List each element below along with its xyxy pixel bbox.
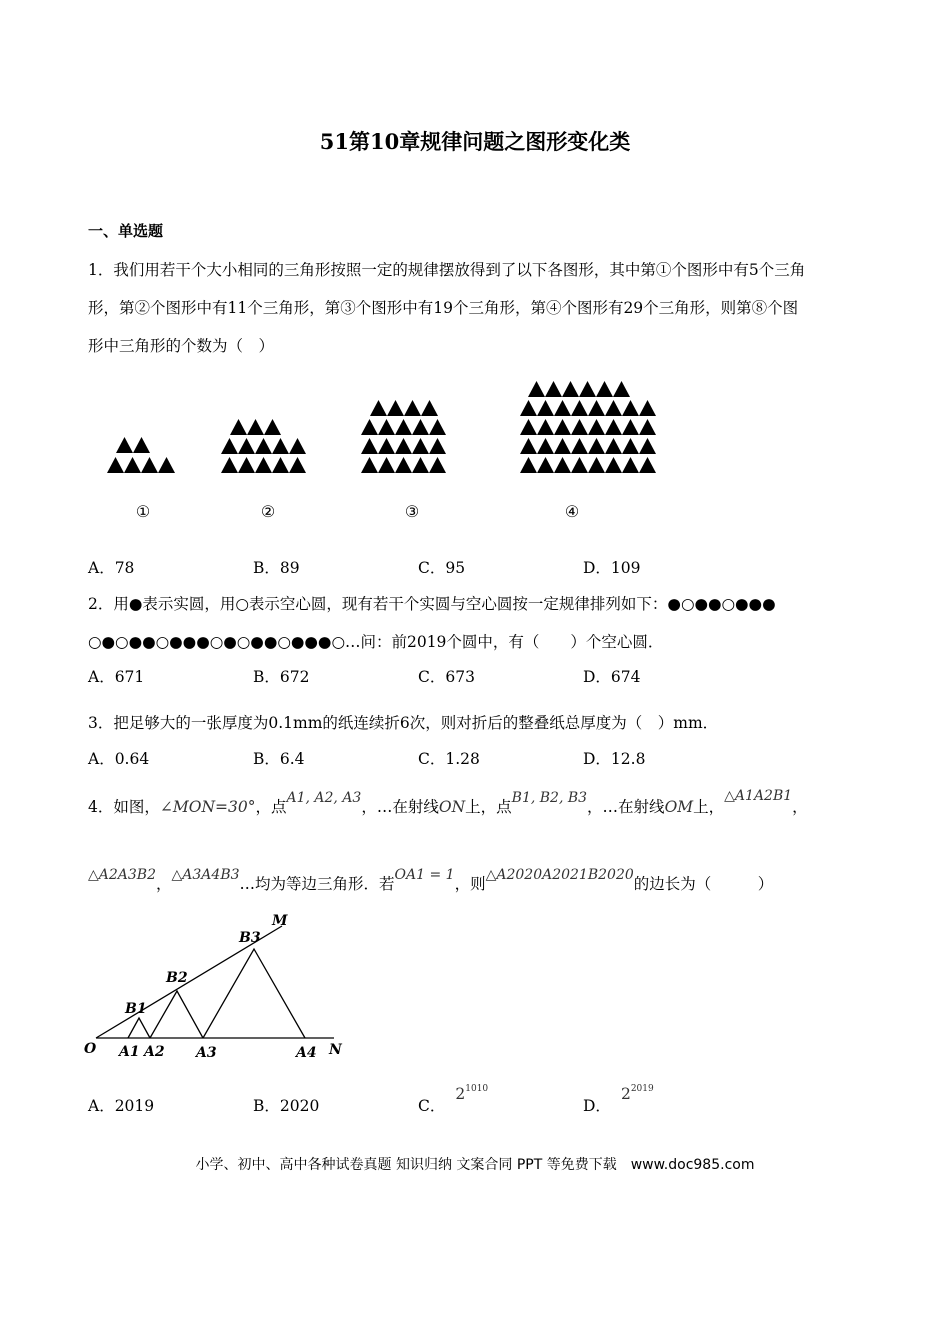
q1-text-line2: 形，第②个图形中有11个三角形，第③个图形中有19个三角形，第④个图形有29个三角形，则第⑧个图 <box>88 299 799 317</box>
q1-option-c: C．95 <box>418 559 466 577</box>
q4-text-p2: ，点 <box>255 798 287 816</box>
q1-text-line1: 1．我们用若干个大小相同的三角形按照一定的规律摆放得到了以下各图形，其中第①个图形中有5个三角 <box>88 261 806 279</box>
q2-option-c: C．673 <box>418 668 475 686</box>
q4-text-line2 <box>88 867 774 894</box>
q2-option-b: B．672 <box>253 668 310 686</box>
q4-option-d <box>583 1084 654 1116</box>
q3-option-c: C．1.28 <box>418 750 480 768</box>
q1-option-b: B．89 <box>253 559 300 577</box>
triangle-pattern-figure <box>90 375 690 530</box>
label-a3: A3 <box>196 1045 217 1061</box>
q4-option-c-exponent: 1010 <box>465 1084 489 1094</box>
q2-text-line1: 2．用●表示实圆，用○表示空心圆，现有若干个实圆与空心圆按一定规律排列如下：●○●●○●●● <box>88 595 776 613</box>
pattern-4 <box>520 381 656 473</box>
label-o: O <box>84 1041 97 1057</box>
q4-condition: OA1 = 1 <box>394 867 455 883</box>
q4-text-p8: ， <box>156 875 172 893</box>
q1-option-a: A．78 <box>88 559 135 577</box>
label-a4: A4 <box>296 1045 317 1061</box>
q4-option-d-exponent: 2019 <box>630 1084 654 1094</box>
q4-text-p3: ，…在射线 <box>361 798 439 816</box>
q4-points-b: B1, B2, B3 <box>511 790 588 806</box>
q2-option-d: D．674 <box>583 668 641 686</box>
q4-ray-on: ON <box>438 798 466 816</box>
q4-option-c-base: 2 <box>455 1085 466 1103</box>
pattern-3 <box>361 400 446 473</box>
label-m: M <box>272 913 288 929</box>
q4-ray-om: OM <box>664 798 694 816</box>
triangle-a2a3b2 <box>150 991 203 1038</box>
label-b1: B1 <box>125 1001 147 1017</box>
q4-text-line1 <box>88 788 808 817</box>
triangle-a3a4b3 <box>203 949 305 1038</box>
label-n: N <box>329 1042 342 1058</box>
q4-text-p6: 上， <box>693 798 725 816</box>
q4-triangle-1: △A1A2B1 <box>724 788 793 804</box>
q2-text-line2: ○●○●●○●●●○●○●●○●●●○…问：前2019个圆中，有（ ）个空心圆． <box>88 633 664 651</box>
q4-triangle-3: △A3A4B3 <box>171 867 240 883</box>
pattern-2 <box>221 419 306 473</box>
q4-option-d-base: 2 <box>620 1085 631 1103</box>
page-footer[interactable]: 小学、初中、高中各种试卷真题 知识归纳 文案合同 PPT 等免费下载 www.doc985.com <box>195 1157 755 1173</box>
label-a1: A1 <box>119 1044 140 1060</box>
figure-label-3: ③ <box>404 502 420 521</box>
label-a2: A2 <box>144 1044 165 1060</box>
section-heading: 一、单选题 <box>88 222 164 240</box>
pattern-1 <box>107 437 175 473</box>
label-b3: B3 <box>239 930 261 946</box>
q3-option-d: D．12.8 <box>583 750 646 768</box>
q4-text-p9: …均为等边三角形．若 <box>239 875 395 893</box>
geometry-figure <box>82 906 362 1066</box>
q4-text-p4: 上，点 <box>465 798 512 816</box>
label-b2: B2 <box>166 970 188 986</box>
q4-text-p11: 的边长为（ ） <box>633 875 774 893</box>
q4-text-p5: ，…在射线 <box>587 798 665 816</box>
q4-option-d-label: D． <box>583 1097 611 1115</box>
q4-option-a: A．2019 <box>88 1097 155 1115</box>
q4-triangle-2: △A2A3B2 <box>88 867 156 883</box>
q2-option-a: A．671 <box>88 668 145 686</box>
q3-text-line1: 3．把足够大的一张厚度为0.1mm的纸连续折6次，则对折后的整叠纸总厚度为（ ）mm． <box>88 714 719 732</box>
q4-option-c <box>418 1084 489 1116</box>
q4-option-b: B．2020 <box>253 1097 320 1115</box>
q1-option-d: D．109 <box>583 559 641 577</box>
q4-target-triangle: △A2020A2021B2020 <box>485 867 634 883</box>
q4-points-a: A1, A2, A3 <box>286 790 362 806</box>
q4-text-p7: ， <box>792 798 808 816</box>
page-title: 51第10章规律问题之图形变化类 <box>319 129 631 154</box>
q3-option-a: A．0.64 <box>88 750 150 768</box>
q4-angle: ∠MON=30° <box>159 798 256 816</box>
triangle-a1a2b1 <box>128 1018 150 1038</box>
figure-label-4: ④ <box>564 502 580 521</box>
q4-intro: 4．如图， <box>88 798 160 816</box>
q4-option-c-label: C． <box>418 1097 446 1115</box>
figure-label-2: ② <box>260 502 276 521</box>
q4-text-p10: ，则 <box>454 875 486 893</box>
figure-label-1: ① <box>135 502 151 521</box>
q3-option-b: B．6.4 <box>253 750 305 768</box>
q1-text-line3: 形中三角形的个数为（ ） <box>88 337 275 355</box>
